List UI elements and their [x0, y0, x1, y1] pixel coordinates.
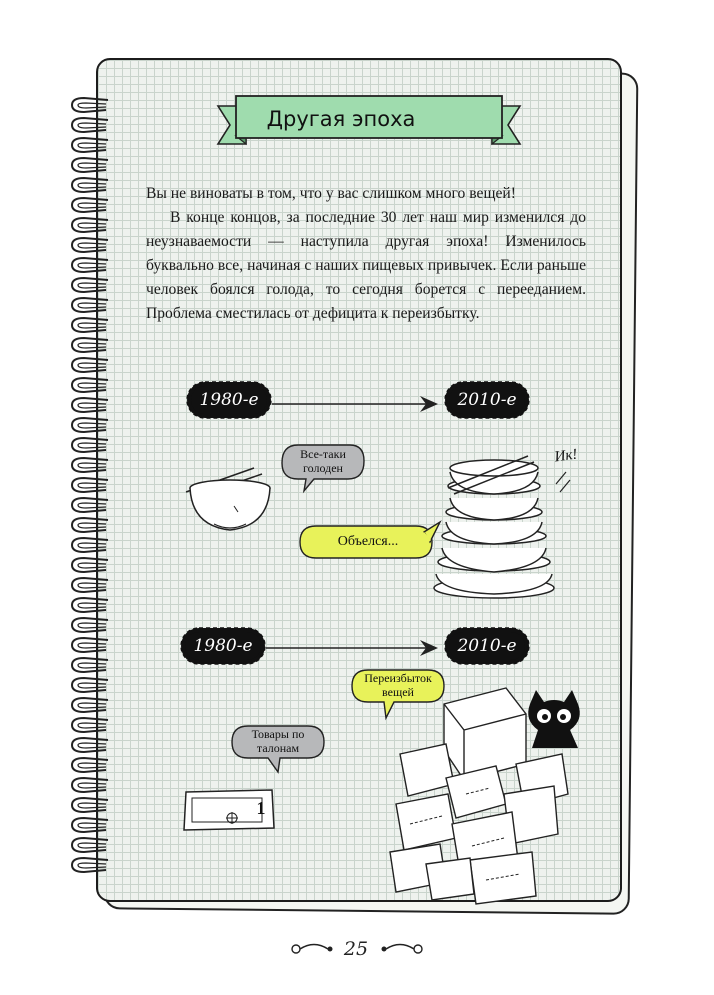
hic-text: Ик! — [553, 446, 579, 466]
timeline-goods-start: 1980-е — [193, 636, 253, 656]
spiral-ring — [68, 294, 112, 316]
banknote-digit: 1 — [256, 798, 266, 818]
spiral-ring — [68, 574, 112, 596]
spiral-ring — [68, 194, 112, 216]
spiral-binding — [68, 94, 112, 874]
spiral-ring — [68, 154, 112, 176]
spiral-ring — [68, 454, 112, 476]
empty-bowl-illustration — [184, 466, 274, 536]
spiral-ring — [68, 434, 112, 456]
timeline-food-end: 2010-е — [457, 390, 517, 410]
bubble-overate-text: Объелся... — [337, 534, 399, 549]
bubble-coupons-text: Товары по талонам — [251, 727, 305, 755]
spiral-ring — [68, 334, 112, 356]
spiral-ring — [68, 234, 112, 256]
spiral-ring — [68, 814, 112, 836]
spiral-ring — [68, 734, 112, 756]
spiral-ring — [68, 394, 112, 416]
spiral-ring — [68, 114, 112, 136]
stacked-plates-illustration — [432, 452, 556, 600]
spiral-ring — [68, 674, 112, 696]
timeline-goods-end: 2010-е — [457, 636, 517, 656]
spiral-ring — [68, 694, 112, 716]
bubble-hungry-text: Все-таки голоден — [300, 447, 346, 475]
bubble-excess-text: Переизбыток вещей — [364, 671, 432, 699]
timeline-food-start: 1980-е — [199, 390, 259, 410]
spiral-ring — [68, 634, 112, 656]
spiral-ring — [68, 314, 112, 336]
spiral-ring — [68, 754, 112, 776]
spiral-ring — [68, 834, 112, 856]
spiral-ring — [68, 714, 112, 736]
spiral-ring — [68, 594, 112, 616]
spiral-ring — [68, 374, 112, 396]
spiral-ring — [68, 214, 112, 236]
timeline-arrow-food — [270, 394, 442, 414]
spiral-ring — [68, 254, 112, 276]
black-cat-illustration — [522, 690, 586, 750]
spiral-ring — [68, 534, 112, 556]
spiral-ring — [68, 514, 112, 536]
timeline-arrow-goods — [264, 638, 442, 658]
spiral-ring — [68, 274, 112, 296]
spiral-ring — [68, 554, 112, 576]
paragraph-2: В конце концов, за последние 30 лет наш мир изменился до неузнаваемости — наступила другая эпоха! Изменилось буквально все, начиная с наших пищевых привычек. Если раньше человек боялся голода, то сегодня борется с перееданием. Проблема сместилась от дефицита к переизбытку. — [146, 209, 586, 322]
spiral-ring — [68, 774, 112, 796]
spiral-ring — [68, 414, 112, 436]
spiral-ring — [68, 354, 112, 376]
spiral-ring — [68, 614, 112, 636]
paragraph-1: Вы не виноваты в том, что у вас слишком много вещей! — [146, 185, 516, 202]
spiral-ring — [68, 654, 112, 676]
body-text — [146, 182, 586, 326]
spiral-ring — [68, 494, 112, 516]
spiral-ring — [68, 794, 112, 816]
spiral-ring — [68, 134, 112, 156]
spiral-ring — [68, 94, 112, 116]
spiral-ring — [68, 854, 112, 876]
spiral-ring — [68, 474, 112, 496]
page-number: 25 — [343, 938, 369, 960]
spiral-ring — [68, 174, 112, 196]
page-title: Другая эпоха — [266, 107, 416, 131]
